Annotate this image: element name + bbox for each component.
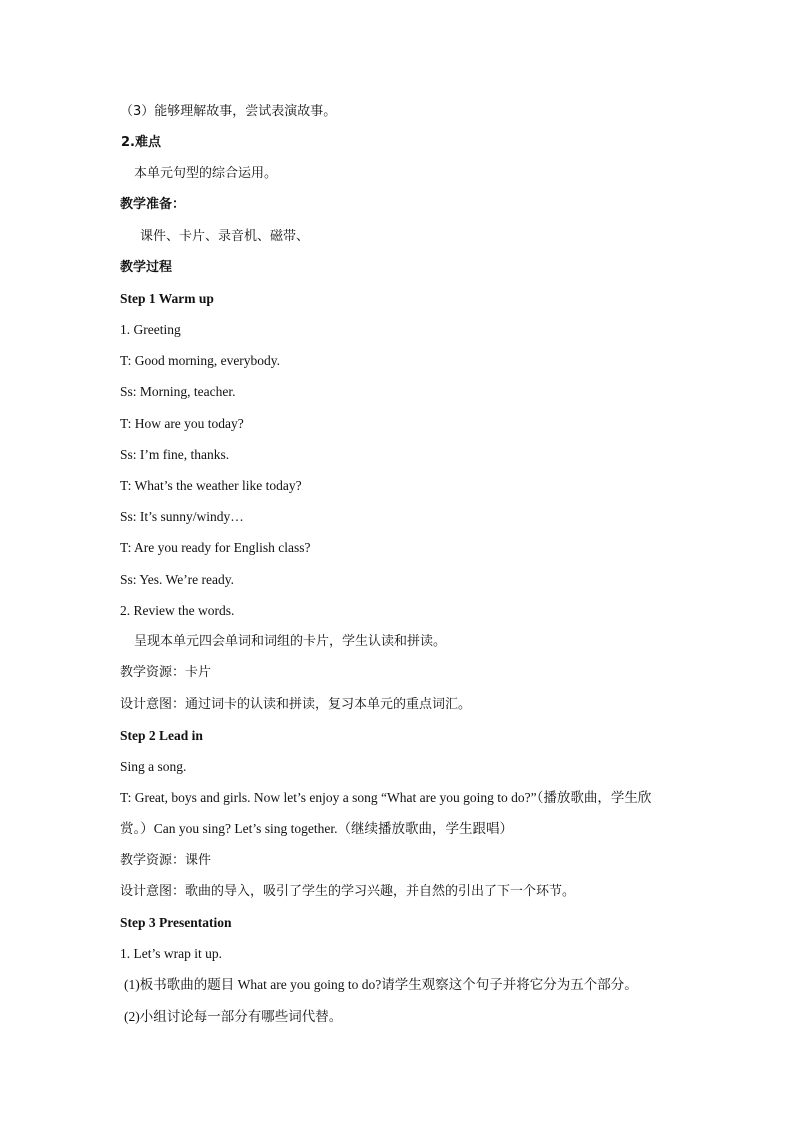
wrap-it-up-item-2: (2)小组讨论每一部分有哪些词代替。 (124, 1009, 343, 1024)
step-2-heading: Step 2 Lead in (120, 728, 203, 743)
dialogue-line: Ss: Morning, teacher. (120, 384, 236, 399)
difficulty-text: 本单元句型的综合运用。 (134, 166, 278, 181)
lead-in-text-2: 赏。）Can you sing? Let’s sing together.（继续播放歌曲，学生跟唱） (120, 821, 513, 836)
greeting-heading: 1. Greeting (120, 322, 181, 337)
dialogue-line: Ss: It’s sunny/windy… (120, 509, 244, 524)
step-1-heading: Step 1 Warm up (120, 291, 214, 306)
section-heading-process: 教学过程 (120, 260, 173, 275)
dialogue-line: Ss: I’m fine, thanks. (120, 447, 230, 462)
dialogue-line: T: How are you today? (120, 416, 244, 431)
wrap-it-up-item-1: (1)板书歌曲的题目 What are you going to do?请学生观察这个句子并将它分为五个部分。 (124, 977, 638, 992)
dialogue-line: T: What’s the weather like today? (120, 478, 302, 493)
sing-a-song: Sing a song. (120, 759, 187, 774)
teaching-resource: 教学资源：卡片 (120, 665, 212, 680)
dialogue-line: T: Are you ready for English class? (120, 540, 311, 555)
dialogue-line: T: Good morning, everybody. (120, 353, 281, 368)
section-heading-preparation: 教学准备： (120, 197, 186, 212)
teaching-resource: 教学资源：课件 (120, 853, 212, 868)
design-intent: 设计意图：通过词卡的认读和拼读，复习本单元的重点词汇。 (120, 697, 472, 712)
section-heading-difficulty: 2.难点 (121, 135, 161, 150)
review-words-text: 呈现本单元四会单词和词组的卡片，学生认读和拼读。 (134, 634, 447, 649)
lead-in-text-1: T: Great, boys and girls. Now let’s enjoy a song “What are you going to do?”（播放歌曲，学生欣 (120, 790, 652, 805)
objective-3: （3）能够理解故事，尝试表演故事。 (120, 104, 337, 119)
review-words-heading: 2. Review the words. (120, 603, 235, 618)
preparation-text: 课件、卡片、录音机、磁带、 (140, 229, 310, 244)
design-intent: 设计意图：歌曲的导入，吸引了学生的学习兴趣，并自然的引出了下一个环节。 (120, 884, 576, 899)
dialogue-line: Ss: Yes. We’re ready. (120, 572, 235, 587)
step-3-heading: Step 3 Presentation (120, 915, 232, 930)
wrap-it-up-heading: 1. Let’s wrap it up. (120, 946, 222, 961)
